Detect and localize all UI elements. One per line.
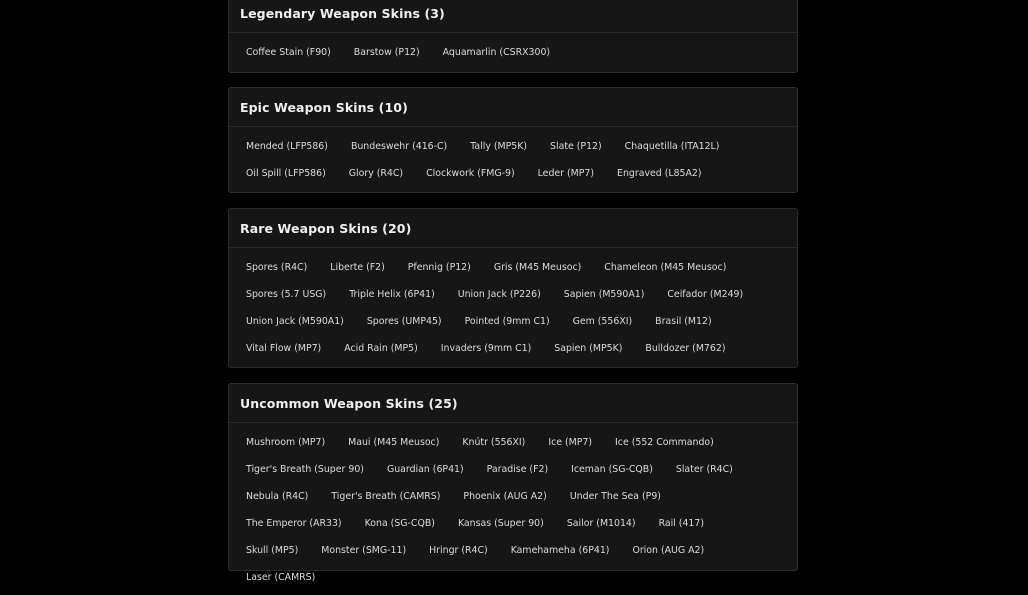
- skin-item[interactable]: Kona (SG-CQB): [364, 518, 435, 529]
- skin-item[interactable]: Ice (552 Commando): [615, 437, 714, 448]
- skin-item[interactable]: Sapien (MP5K): [554, 343, 623, 354]
- skin-item[interactable]: Spores (5.7 USG): [246, 289, 327, 300]
- epic-skins-list: [229, 127, 797, 191]
- skin-item[interactable]: Mushroom (MP7): [246, 437, 326, 448]
- legendary-skins-card: [228, 0, 798, 73]
- skin-item[interactable]: Spores (UMP45): [366, 316, 442, 327]
- skin-item[interactable]: Rail (417): [658, 518, 705, 529]
- skin-item[interactable]: Maui (M45 Meusoc): [348, 437, 440, 448]
- legendary-skins-title: Legendary Weapon Skins (3): [240, 5, 445, 21]
- epic-skins-header: [229, 88, 797, 127]
- skin-item[interactable]: Monster (SMG-11): [321, 545, 407, 556]
- skin-item[interactable]: Leder (MP7): [537, 168, 595, 179]
- skin-item[interactable]: Triple Helix (6P41): [349, 289, 435, 300]
- skin-item[interactable]: Chameleon (M45 Meusoc): [604, 262, 727, 273]
- skin-item[interactable]: Invaders (9mm C1): [440, 343, 532, 354]
- skin-item[interactable]: Acid Rain (MP5): [344, 343, 418, 354]
- epic-skins-title: Epic Weapon Skins (10): [240, 99, 408, 115]
- skin-item[interactable]: Gris (M45 Meusoc): [493, 262, 582, 273]
- skin-item[interactable]: Vital Flow (MP7): [246, 343, 322, 354]
- skin-item[interactable]: Spores (R4C): [246, 262, 308, 273]
- skin-item[interactable]: Ice (MP7): [548, 437, 593, 448]
- uncommon-skins-title: Uncommon Weapon Skins (25): [240, 395, 458, 411]
- skin-item[interactable]: Clockwork (FMG-9): [426, 168, 515, 179]
- skin-item[interactable]: Chaquetilla (ITA12L): [624, 141, 720, 152]
- skin-item[interactable]: Sailor (M1014): [566, 518, 636, 529]
- uncommon-skins-header: [229, 384, 797, 423]
- skin-item[interactable]: Orion (AUG A2): [632, 545, 705, 556]
- skin-item[interactable]: Glory (R4C): [348, 168, 404, 179]
- skin-item[interactable]: Guardian (6P41): [386, 464, 464, 475]
- skin-item[interactable]: Tiger's Breath (Super 90): [246, 464, 364, 475]
- skin-item[interactable]: Mended (LFP586): [246, 141, 328, 152]
- skin-item[interactable]: Coffee Stain (F90): [246, 47, 331, 58]
- uncommon-skins-list: [229, 423, 797, 595]
- skin-item[interactable]: Tiger's Breath (CAMRS): [331, 491, 441, 502]
- skin-item[interactable]: Laser (CAMRS): [246, 572, 316, 583]
- skin-item[interactable]: Skull (MP5): [246, 545, 299, 556]
- skin-item[interactable]: Barstow (P12): [353, 47, 420, 58]
- skin-item[interactable]: Under The Sea (P9): [569, 491, 661, 502]
- skin-item[interactable]: Pfennig (P12): [407, 262, 471, 273]
- skin-item[interactable]: Slater (R4C): [675, 464, 733, 475]
- skin-item[interactable]: Kansas (Super 90): [457, 518, 544, 529]
- skin-item[interactable]: Union Jack (P226): [457, 289, 541, 300]
- skin-item[interactable]: Paradise (F2): [486, 464, 549, 475]
- rare-skins-title: Rare Weapon Skins (20): [240, 220, 412, 236]
- skin-item[interactable]: Nebula (R4C): [246, 491, 309, 502]
- skin-item[interactable]: Bundeswehr (416-C): [350, 141, 448, 152]
- skin-item[interactable]: Hringr (R4C): [429, 545, 488, 556]
- skin-item[interactable]: Union Jack (M590A1): [246, 316, 344, 327]
- skin-item[interactable]: Knútr (556XI): [462, 437, 526, 448]
- legendary-skins-list: [229, 33, 797, 70]
- skin-item[interactable]: Aquamarlin (CSRX300): [442, 47, 551, 58]
- skin-item[interactable]: Sapien (M590A1): [563, 289, 645, 300]
- rare-skins-card: [228, 208, 798, 368]
- skin-item[interactable]: Engraved (L85A2): [617, 168, 702, 179]
- skin-item[interactable]: Liberte (F2): [330, 262, 385, 273]
- legendary-skins-header: [229, 0, 797, 33]
- skin-item[interactable]: Kamehameha (6P41): [510, 545, 610, 556]
- rare-skins-header: [229, 209, 797, 248]
- skin-item[interactable]: Pointed (9mm C1): [464, 316, 550, 327]
- skin-item[interactable]: Ceifador (M249): [667, 289, 744, 300]
- skin-item[interactable]: Phoenix (AUG A2): [463, 491, 547, 502]
- uncommon-skins-card: [228, 383, 798, 583]
- skin-item[interactable]: The Emperor (AR33): [246, 518, 342, 529]
- skin-item[interactable]: Bulldozer (M762): [645, 343, 726, 354]
- rare-skins-list: [229, 248, 797, 366]
- skin-item[interactable]: Tally (MP5K): [470, 141, 528, 152]
- skin-item[interactable]: Oil Spill (LFP586): [246, 168, 326, 179]
- epic-skins-card: [228, 87, 798, 193]
- skin-item[interactable]: Slate (P12): [550, 141, 602, 152]
- skin-item[interactable]: Brasil (M12): [655, 316, 712, 327]
- skin-item[interactable]: Gem (556XI): [572, 316, 633, 327]
- skin-item[interactable]: Iceman (SG-CQB): [571, 464, 653, 475]
